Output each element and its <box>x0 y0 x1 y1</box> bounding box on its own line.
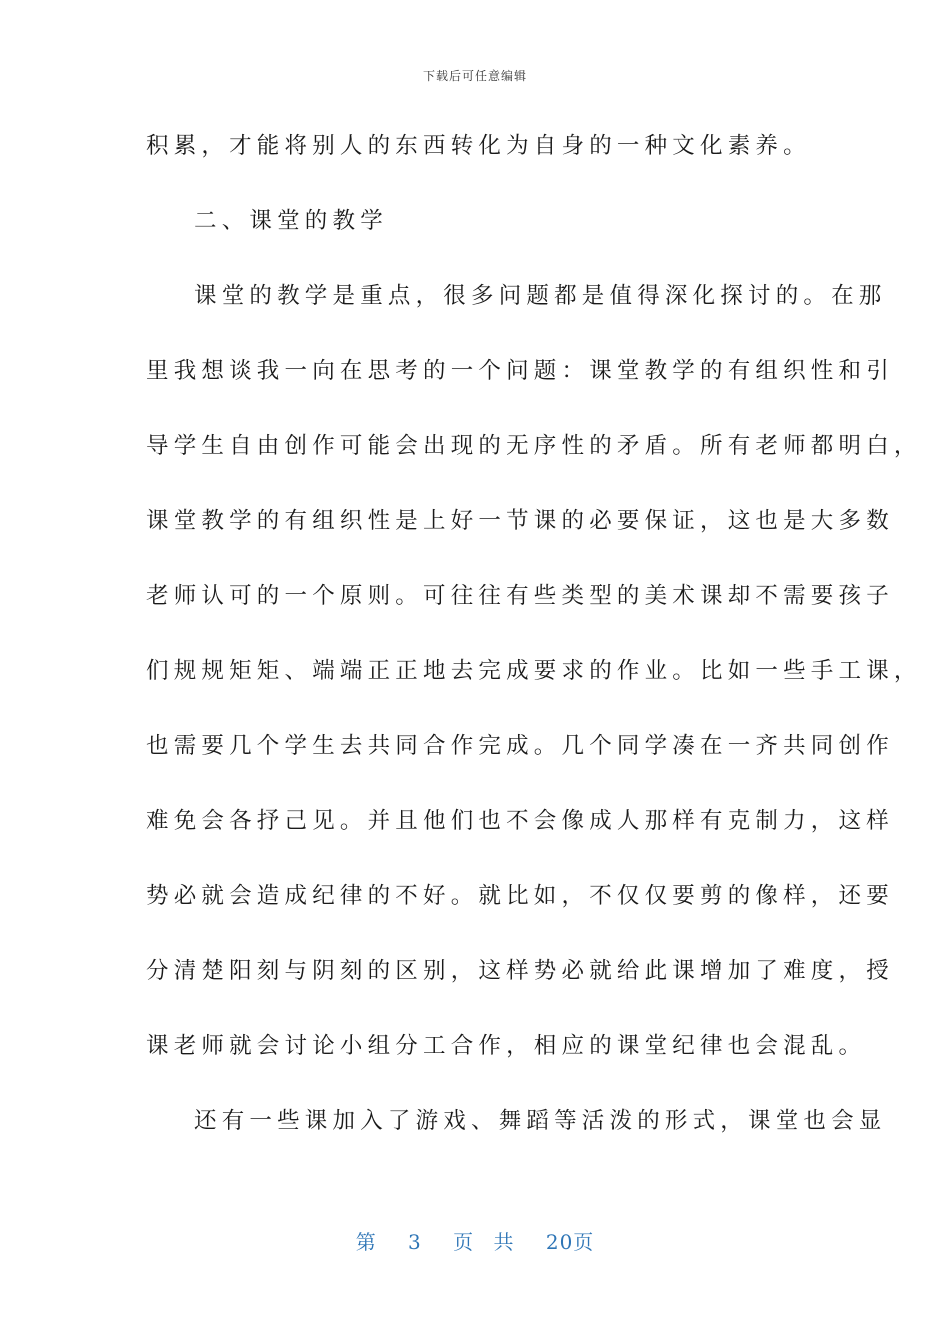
body-line: 分清楚阳刻与阴刻的区别，这样势必就给此课增加了难度，授 <box>146 958 894 984</box>
body-line: 课老师就会讨论小组分工合作，相应的课堂纪律也会混乱。 <box>146 1033 867 1059</box>
footer-middle: 页 共 <box>453 1230 515 1254</box>
paragraph-start-line: 课堂的教学是重点，很多问题都是值得深化探讨的。在那 <box>194 283 887 309</box>
page-footer <box>0 1226 950 1255</box>
section-heading: 二、课堂的教学 <box>194 208 388 234</box>
footer-current-page: 3 <box>408 1230 422 1254</box>
body-line: 势必就会造成纪律的不好。就比如，不仅仅要剪的像样，还要 <box>146 883 894 909</box>
body-line: 课堂教学的有组织性是上好一节课的必要保证，这也是大多数 <box>146 508 894 534</box>
footer-total-pages: 20页 <box>545 1230 595 1254</box>
body-line: 也需要几个学生去共同合作完成。几个同学凑在一齐共同创作 <box>146 733 894 759</box>
page-header-note: 下载后可任意编辑 <box>422 69 527 83</box>
body-line: 难免会各抒己见。并且他们也不会像成人那样有克制力，这样 <box>146 808 894 834</box>
body-line: 导学生自由创作可能会出现的无序性的矛盾。所有老师都明白， <box>146 433 922 459</box>
paragraph-start-line: 还有一些课加入了游戏、舞蹈等活泼的形式，课堂也会显 <box>194 1108 887 1134</box>
body-line: 积累，才能将别人的东西转化为自身的一种文化素养。 <box>146 133 811 159</box>
body-line: 们规规矩矩、端端正正地去完成要求的作业。比如一些手工课， <box>146 658 922 684</box>
document-body <box>146 118 922 1168</box>
footer-prefix: 第 <box>355 1230 377 1254</box>
body-line: 老师认可的一个原则。可往往有些类型的美术课却不需要孩子 <box>146 583 894 609</box>
body-line: 里我想谈我一向在思考的一个问题：课堂教学的有组织性和引 <box>146 358 894 384</box>
